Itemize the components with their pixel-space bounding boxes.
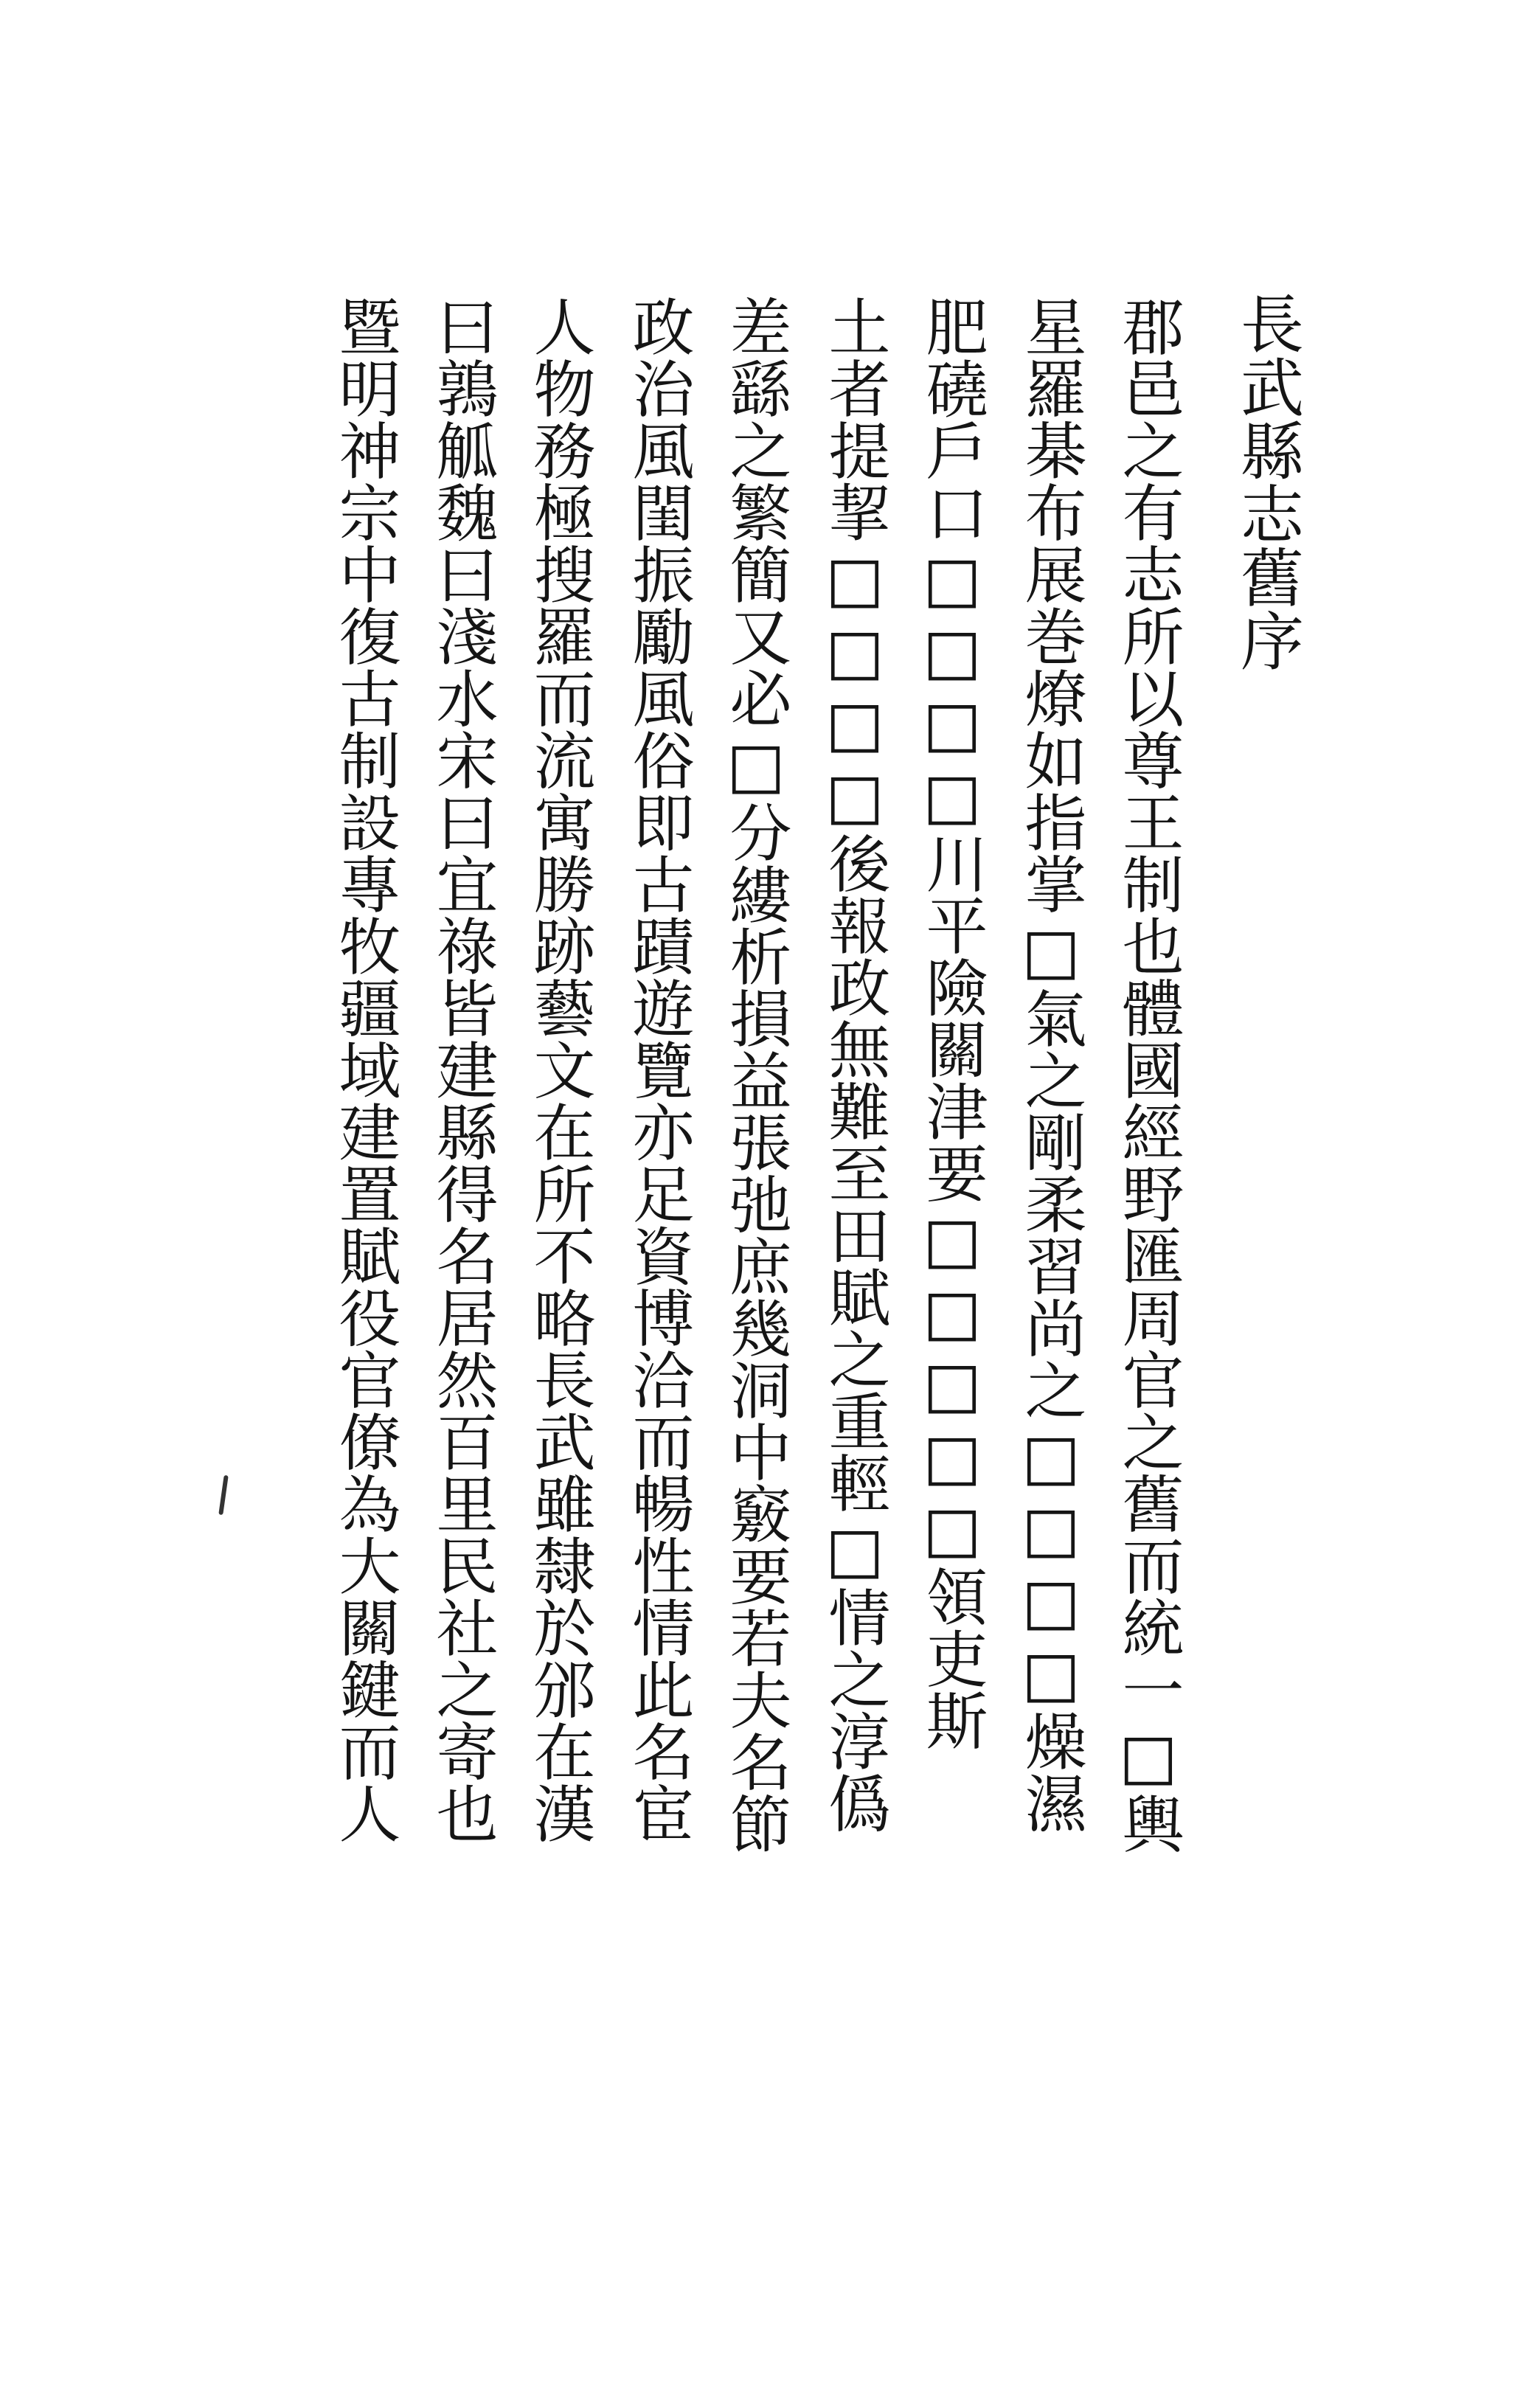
text-column-5: 差繇之繁簡又必□分縷析損益張弛庶幾洞中竅要若夫名節 (720, 295, 792, 1854)
text-column-6: 政治風閨振勵風俗即古蹟遊覽亦足資博洽而暢性情此名宦 (622, 295, 695, 1844)
text-column-4: 土者提挈□□□□後報政無難至田賦之重輕□情之淳僞 (819, 295, 891, 1834)
text-column-1: 郡邑之有志所以尊王制也體國經野匯周官之舊而統一□輿 (1112, 295, 1185, 1854)
text-column-8: 曰鶉觚魏曰淺水宋曰宜祿皆建縣得名居然百里民社之寄也 (426, 295, 499, 1844)
text-column-9: 暨明神宗中復古制設專牧疆域建置賦役官僚為大關鍵而人 (329, 295, 401, 1844)
document-title: 長武縣志舊序 (1229, 291, 1303, 672)
text-column-7: 人物務極搜羅而流寓勝跡藝文在所不略長武雖隸於邠在漢 (524, 295, 596, 1844)
stray-ink-mark (218, 1475, 228, 1515)
text-column-2: 星羅棊布展巻燎如指掌□氣之剛柔習尚之□□□□燥濕 (1015, 295, 1087, 1834)
text-column-3: 肥磽戶口□□□□川平險關津要□□□□□領吏斯 (916, 295, 988, 1751)
